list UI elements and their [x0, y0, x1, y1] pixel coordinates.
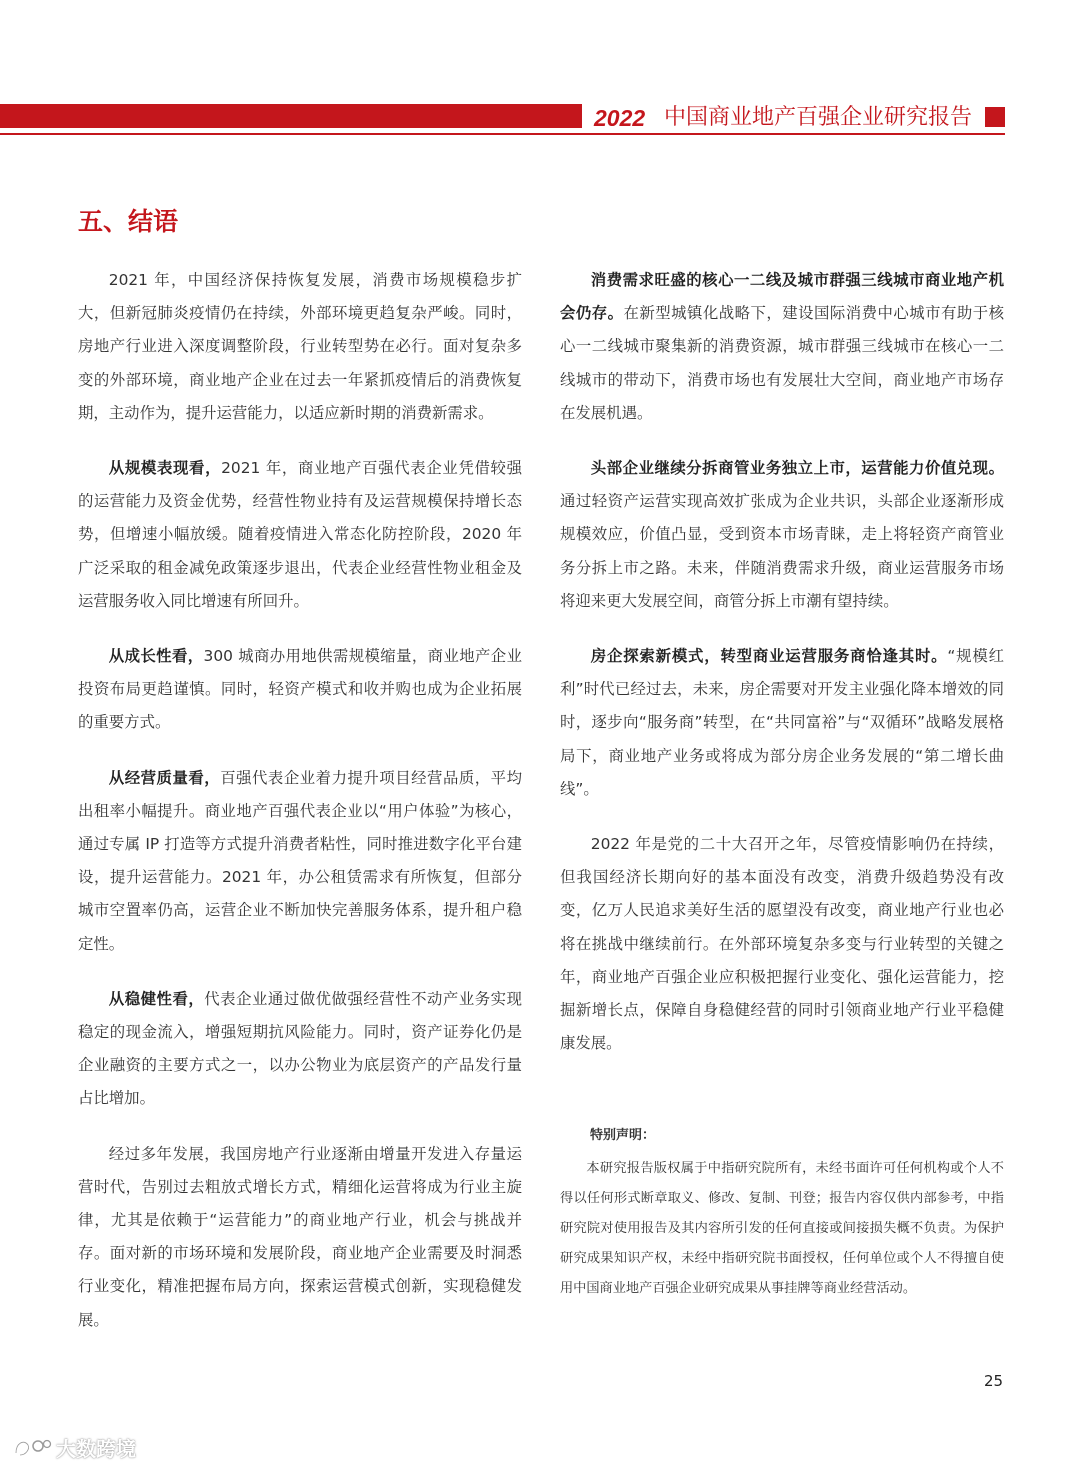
header-rule	[0, 133, 1005, 135]
watermark-text: 大数跨境	[56, 1436, 136, 1461]
left-column	[78, 264, 522, 1337]
paragraph: 从稳健性看，代表企业通过做优做强经营性不动产业务实现稳定的现金流入，增强短期抗风险能力。同时，资产证券化仍是企业融资的主要方式之一，以办公物业为底层资产的产品发行量占比增加。	[78, 989, 522, 1108]
paragraph-lead: 从规模表现看，	[108, 459, 222, 478]
header-title: 中国商业地产百强企业研究报告	[664, 105, 973, 130]
header-red-band	[0, 104, 582, 128]
paragraph-lead: 从稳健性看，	[108, 989, 205, 1008]
paragraph: 2021 年，中国经济保持恢复发展，消费市场规模稳步扩大，但新冠肺炎疫情仍在持续，外部环境更趋复杂严峻。同时，房地产行业进入深度调整阶段，行业转型势在必行。面对复杂多变的外部环境，商业地产企业在过去一年紧抓疫情后的消费恢复期，主动作为，提升运营能力，以适应新时期的消费新需求。	[78, 271, 522, 422]
paragraph: 从成长性看，300 城商办用地供需规模缩量，商业地产企业投资布局更趋谨慎。同时，轻资产模式和收并购也成为企业拓展的重要方式。	[78, 647, 522, 732]
watermark-logo-icon	[12, 1435, 52, 1459]
special-notice	[560, 1124, 1004, 1304]
paragraph: 从经营质量看，百强代表企业着力提升项目经营品质，平均出租率小幅提升。商业地产百强代表企业以“用户体验”为核心，通过专属 IP 打造等方式提升消费者粘性，同时推进数字化平台建设，提升运营能力。2021 年，办公租赁需求有所恢复，但部分城市空置率仍高，运营企业不断加快完善服务体系，提升租户稳定性。	[78, 768, 522, 953]
notice-body: 本研究报告版权属于中指研究院所有，未经书面许可任何机构或个人不得以任何形式断章取义、修改、复制、刊登；报告内容仅供内部参考，中指研究院对使用报告及其内容所引发的任何直接或间接损失概不负责。为保护研究成果知识产权，未经中指研究院书面授权，任何单位或个人不得擅自使用中国商业地产百强企业研究成果从事挂牌等商业经营活动。	[560, 1161, 1004, 1296]
paragraph: 2022 年是党的二十大召开之年，尽管疫情影响仍在持续，但我国经济长期向好的基本面没有改变，消费升级趋势没有改变，亿万人民追求美好生活的愿望没有改变，商业地产行业也必将在挑战中继续前行。在外部环境复杂多变与行业转型的关键之年，商业地产百强企业应积极把握行业变化、强化运营能力，挖掘新增长点，保障自身稳健经营的同时引领商业地产行业平稳健康发展。	[560, 835, 1004, 1053]
paragraph-lead: 从经营质量看，	[108, 768, 221, 787]
right-column	[560, 264, 1004, 1060]
paragraph-lead: 从成长性看，	[108, 647, 204, 666]
paragraph-lead: 房企探索新模式，转型商业运营服务商恰逢其时。	[590, 647, 948, 666]
paragraph: 经过多年发展，我国房地产行业逐渐由增量开发进入存量运营时代，告别过去粗放式增长方式，精细化运营将成为行业主旋律，尤其是依赖于“运营能力”的商业地产行业，机会与挑战并存。面对新的市场环境和发展阶段，商业地产企业需要及时洞悉行业变化，精准把握布局方向，探索运营模式创新，实现稳健发展。	[78, 1144, 522, 1329]
paragraph: 从规模表现看，2021 年，商业地产百强代表企业凭借较强的运营能力及资金优势，经营性物业持有及运营规模保持增长态势，但增速小幅放缓。随着疫情进入常态化防控阶段，2020 年广泛采取的租金减免政策逐步退出，代表企业经营性物业租金及运营服务收入同比增速有所回升。	[78, 459, 522, 610]
header-square-mark	[985, 107, 1005, 127]
paragraph-lead: 头部企业继续分拆商管业务独立上市，运营能力价值兑现。	[590, 459, 1004, 478]
notice-title: 特别声明：	[590, 1128, 656, 1143]
header-year: 2022	[594, 105, 646, 131]
section-title: 五、结语	[78, 207, 179, 236]
paragraph-lead: 消费需求旺盛的核心一二线及城市群强三线城市商业地产机会仍存。	[560, 271, 1004, 323]
paragraph: 房企探索新模式，转型商业运营服务商恰逢其时。“规模红利”时代已经过去，未来，房企需要对开发主业强化降本增效的同时，逐步向“服务商”转型，在“共同富裕”与“双循环”战略发展格局下，商业地产业务或将成为部分房企业务发展的“第二增长曲线”。	[560, 647, 1004, 798]
paragraph: 头部企业继续分拆商管业务独立上市，运营能力价值兑现。通过轻资产运营实现高效扩张成为企业共识，头部企业逐渐形成规模效应，价值凸显，受到资本市场青睐，走上将轻资产商管业务分拆上市之路。未来，伴随消费需求升级，商业运营服务市场将迎来更大发展空间，商管分拆上市潮有望持续。	[560, 459, 1004, 610]
page-number: 25	[984, 1372, 1004, 1390]
watermark	[12, 1432, 136, 1462]
paragraph: 消费需求旺盛的核心一二线及城市群强三线城市商业地产机会仍存。在新型城镇化战略下，建设国际消费中心城市有助于核心一二线城市聚集新的消费资源，城市群强三线城市在核心一二线城市的带动下，消费市场也有发展壮大空间，商业地产市场存在发展机遇。	[560, 271, 1004, 422]
